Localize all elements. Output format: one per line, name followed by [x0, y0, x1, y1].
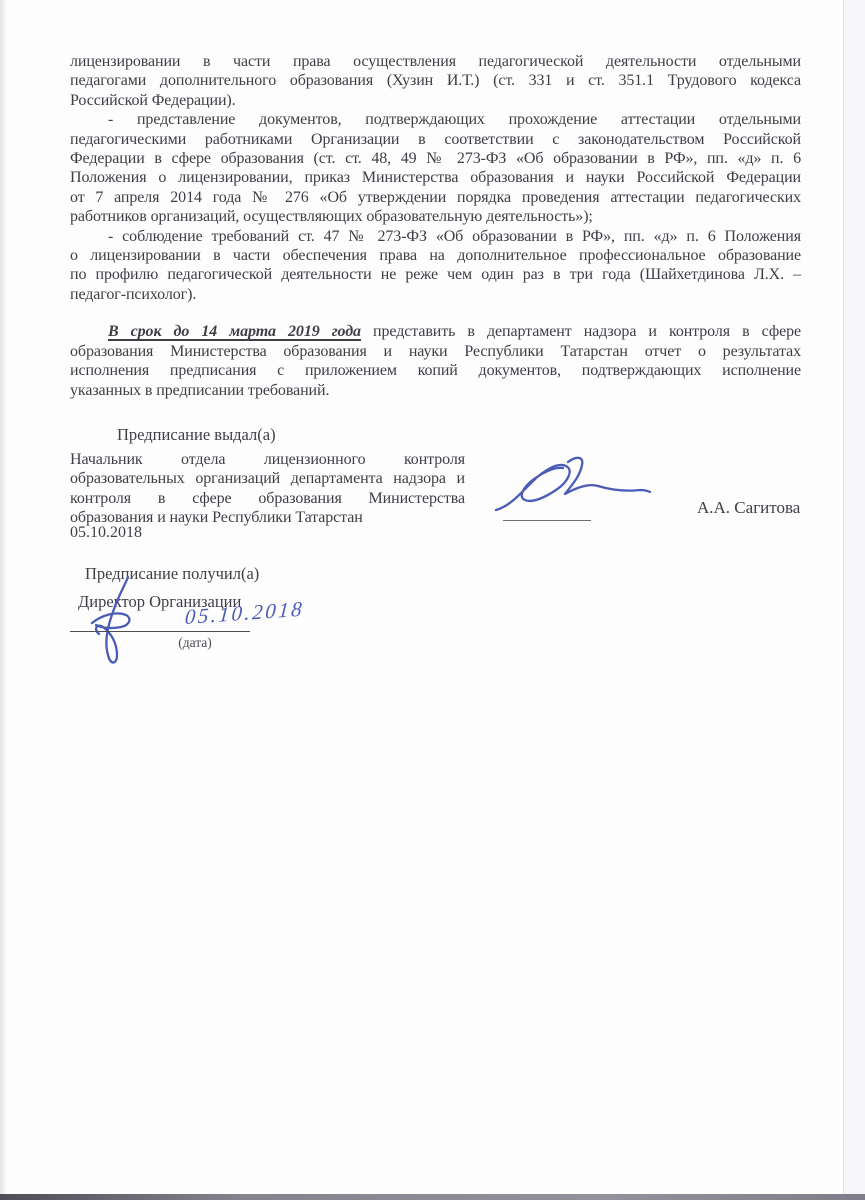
document-body — [70, 52, 801, 400]
text-line: образования Министерства образования и науки Республики Татарстан отчет о результатах — [70, 342, 801, 360]
issued-date: 05.10.2018 — [70, 524, 142, 541]
text-line: педагог-психолог). — [70, 285, 197, 303]
deadline-emphasis: В срок до 14 марта 2019 года — [108, 323, 361, 341]
text-segment: представить в департамент надзора и контроля в сфере — [360, 323, 801, 341]
text-line: образовательных организаций департамента надзора и — [70, 470, 465, 488]
scan-edge-right — [843, 0, 865, 1200]
signature-line — [503, 520, 591, 521]
text-line: лицензировании в части права осуществления педагогической деятельности отдельными — [70, 53, 801, 70]
scan-edge-bottom — [0, 1194, 865, 1200]
text-line: Федерации в сфере образования (ст. ст. 48, 49 № 273-ФЗ «Об образовании в РФ», пп. «д» п. 6 — [70, 150, 801, 168]
paragraph — [70, 110, 801, 226]
text-line: от 7 апреля 2014 года № 276 «Об утверждении порядка проведения аттестации педагогических — [70, 188, 801, 206]
handwritten-date: 05.10.2018 — [184, 596, 306, 630]
recipient-title: Директор Организации — [78, 592, 242, 611]
text-line: указанных в предписании требований. — [70, 381, 330, 399]
signer-name: А.А. Сагитова — [697, 498, 801, 517]
text-line: исполнения предписания с приложением копий документов, подтверждающих исполнение — [70, 362, 801, 380]
text-line: образования и науки Республики Татарстан — [70, 508, 363, 526]
officer-title-block — [70, 450, 465, 527]
text-line: о лицензировании в части обеспечения права на дополнительное профессиональное образование — [70, 247, 801, 265]
text-line: работников организаций, осуществляющих образовательную деятельность»); — [70, 208, 593, 226]
paragraph — [70, 52, 801, 110]
text-line: - соблюдение требований ст. 47 № 273-ФЗ «Об образовании в РФ», пп. «д» п. 6 Положения — [108, 227, 801, 245]
date-line — [70, 631, 250, 632]
text-line: педагогами дополнительного образования (Хузин И.Т.) (ст. 331 и ст. 351.1 Трудового кодекса — [70, 72, 801, 90]
text-line: - представление документов, подтверждающих прохождение аттестации отдельными — [108, 111, 801, 129]
director-signature-ink — [86, 572, 158, 670]
date-caption: (дата) — [178, 635, 212, 650]
text-line: контроля в сфере образования Министерства — [70, 489, 465, 507]
text-line: педагогическими работниками Организации в соответствии с законодательством Российской — [70, 130, 801, 148]
scan-edge-left — [0, 0, 7, 1200]
sagitova-signature-ink — [490, 452, 655, 524]
text-line: Начальник отдела лицензионного контроля — [70, 451, 465, 468]
text-line — [70, 322, 801, 341]
paragraph — [70, 322, 801, 400]
paragraph — [70, 227, 801, 305]
text-line: по профилю педагогической деятельности не реже чем один раз в три года (Шайхетдинова Л.Х. – — [70, 266, 801, 284]
text-line: Российской Федерации). — [70, 91, 236, 109]
text-line: Положения о лицензировании, приказ Министерства образования и науки Российской Федерации — [70, 169, 801, 187]
received-by-label: Предписание получил(а) — [85, 564, 260, 583]
issued-by-label: Предписание выдал(а) — [117, 425, 276, 444]
